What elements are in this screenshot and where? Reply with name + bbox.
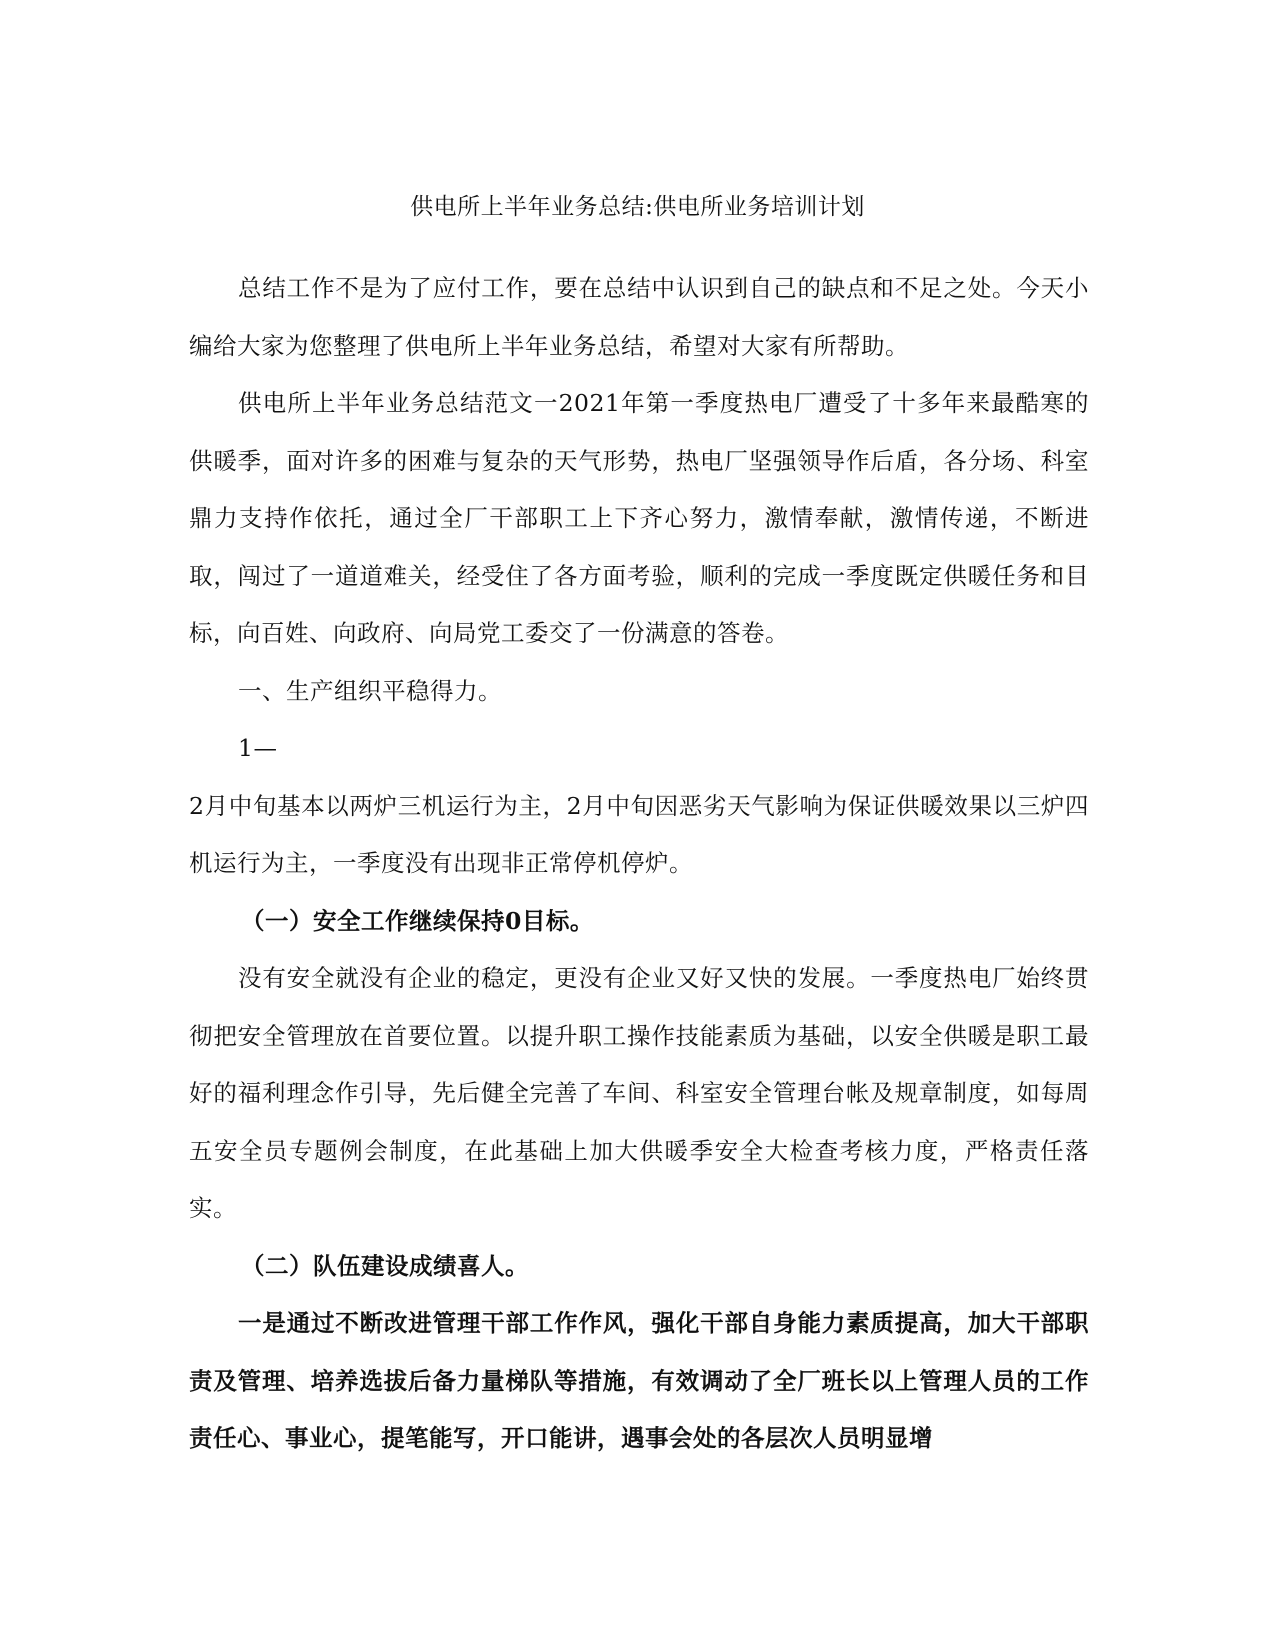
intro-paragraph: 总结工作不是为了应付工作，要在总结中认识到自己的缺点和不足之处。今天小编给大家为您整理了供电所上半年业务总结，希望对大家有所帮助。	[189, 274, 1089, 360]
production-paragraph: 2月中旬基本以两炉三机运行为主，2月中旬因恶劣天气影响为保证供暖效果以三炉四机运行为主，一季度没有出现非正常停机停炉。	[189, 791, 1089, 877]
document-title: 供电所上半年业务总结:供电所业务培训计划	[410, 194, 865, 220]
subheading-safety: （一）安全工作继续保持0目标。	[241, 906, 594, 935]
team-paragraph: 一是通过不断改进管理干部工作作风，强化干部自身能力素质提高，加大干部职责及管理、培养选拔后备力量梯队等措施，有效调动了全厂班长以上管理人员的工作责任心、事业心，提笔能写，开口能讲，遇事会处的各层次人员明显增	[189, 1309, 1089, 1452]
safety-paragraph: 没有安全就没有企业的稳定，更没有企业又好又快的发展。一季度热电厂始终贯彻把安全管理放在首要位置。以提升职工操作技能素质为基础，以安全供暖是职工最好的福利理念作引导，先后健全完善了车间、科室安全管理台帐及规章制度，如每周五安全员专题例会制度，在此基础上加大供暖季安全大检查考核力度，严格责任落实。	[189, 964, 1089, 1222]
summary-paragraph: 供电所上半年业务总结范文一2021年第一季度热电厂遭受了十多年来最酷寒的供暖季，面对许多的困难与复杂的天气形势，热电厂坚强领导作后盾，各分场、科室鼎力支持作依托，通过全厂干部职工上下齐心努力，激情奉献，激情传递，不断进取，闯过了一道道难关，经受住了各方面考验，顺利的完成一季度既定供暖任务和目标，向百姓、向政府、向局党工委交了一份满意的答卷。	[189, 389, 1089, 647]
document-body	[189, 260, 1089, 1468]
section-heading-production: 一、生产组织平稳得力。	[238, 676, 502, 705]
subheading-team: （二）队伍建设成绩喜人。	[241, 1251, 529, 1280]
date-range-start: 1—	[238, 734, 278, 762]
